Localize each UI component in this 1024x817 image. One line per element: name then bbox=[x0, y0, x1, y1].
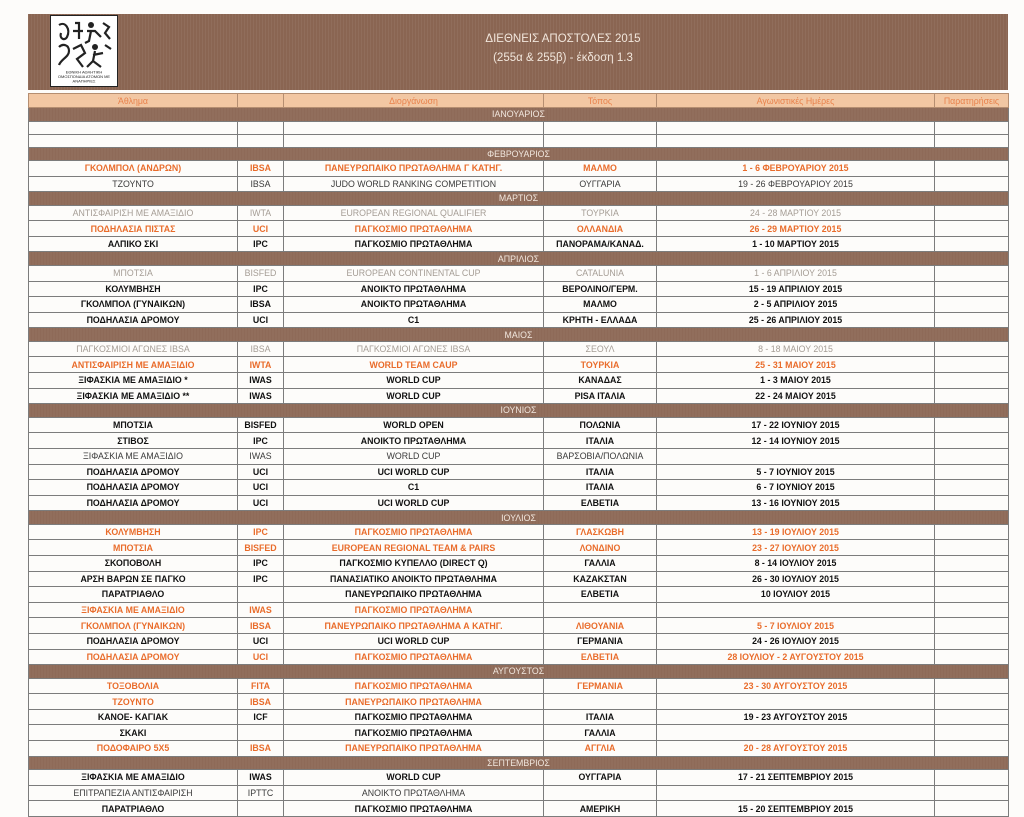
cell-federation bbox=[238, 801, 284, 817]
cell-location: ΚΡΗΤΗ - ΕΛΛΑΔΑ bbox=[544, 312, 657, 328]
athletes-logo-icon bbox=[55, 19, 113, 71]
cell-federation: IPTTC bbox=[238, 785, 284, 801]
table-row bbox=[29, 587, 1009, 603]
cell-location: ΓΕΡΜΑΝΙΑ bbox=[544, 633, 657, 649]
cell-event: UCI WORLD CUP bbox=[284, 495, 544, 511]
cell-sport: ΠΑΡΑΤΡΙΑΘΛΟ bbox=[29, 587, 238, 603]
cell-notes bbox=[935, 448, 1009, 464]
cell-event: ΠΑΝΕΥΡΩΠΑΙΚΟ ΠΡΩΤΑΘΛΗΜΑ bbox=[284, 587, 544, 603]
cell-sport: ΜΠΟΤΣΙΑ bbox=[29, 417, 238, 433]
cell-sport: ΑΝΤΙΣΦΑΙΡΙΣΗ ΜΕ ΑΜΑΞΙΔΙΟ bbox=[29, 357, 238, 373]
table-row bbox=[29, 618, 1009, 634]
cell-dates: 1 - 6 ΑΠΡΙΛΙΟΥ 2015 bbox=[657, 265, 935, 281]
cell-federation: IWAS bbox=[238, 388, 284, 404]
cell-dates: 17 - 21 ΣΕΠΤΕΜΒΡΙΟΥ 2015 bbox=[657, 770, 935, 786]
table-row bbox=[29, 464, 1009, 480]
cell-event: EUROPEAN REGIONAL QUALIFIER bbox=[284, 205, 544, 221]
empty-cell bbox=[657, 134, 935, 147]
cell-event: ΠΑΝΑΣΙΑΤΙΚΟ ΑΝΟΙΚΤΟ ΠΡΩΤΑΘΛΗΜΑ bbox=[284, 571, 544, 587]
cell-event: WORLD CUP bbox=[284, 388, 544, 404]
cell-notes bbox=[935, 236, 1009, 252]
cell-notes bbox=[935, 357, 1009, 373]
cell-location: ΒΕΡΟΛΙΝΟ/ΓΕΡΜ. bbox=[544, 281, 657, 297]
cell-sport: ΣΚΟΠΟΒΟΛΗ bbox=[29, 555, 238, 571]
cell-sport: ΣΚΑΚΙ bbox=[29, 725, 238, 741]
cell-sport: ΓΚΟΛΜΠΟΛ (ΓΥΝΑΙΚΩΝ) bbox=[29, 618, 238, 634]
cell-sport: ΣΤΙΒΟΣ bbox=[29, 433, 238, 449]
table-row bbox=[29, 785, 1009, 801]
cell-sport: ΞΙΦΑΣΚΙΑ ΜΕ ΑΜΑΞΙΔΙΟ * bbox=[29, 373, 238, 389]
cell-federation: UCI bbox=[238, 464, 284, 480]
cell-location: ΒΑΡΣΟΒΙΑ/ΠΟΛΩΝΙΑ bbox=[544, 448, 657, 464]
cell-sport: ΑΝΤΙΣΦΑΙΡΙΣΗ ΜΕ ΑΜΑΞΙΔΙΟ bbox=[29, 205, 238, 221]
month-row bbox=[29, 192, 1009, 206]
cell-event: ΠΑΓΚΟΣΜΙΟ ΚΥΠΕΛΛΟ (DIRECT Q) bbox=[284, 555, 544, 571]
empty-cell bbox=[29, 121, 238, 134]
table-row bbox=[29, 678, 1009, 694]
cell-notes bbox=[935, 176, 1009, 192]
cell-sport: ΚΟΛΥΜΒΗΣΗ bbox=[29, 524, 238, 540]
cell-federation: UCI bbox=[238, 312, 284, 328]
month-label: ΜΑΙΟΣ bbox=[29, 328, 1009, 342]
cell-dates: 15 - 19 ΑΠΡΙΛΙΟΥ 2015 bbox=[657, 281, 935, 297]
table-row bbox=[29, 281, 1009, 297]
cell-sport: ΠΟΔΗΛΑΣΙΑ ΔΡΟΜΟΥ bbox=[29, 495, 238, 511]
cell-sport: ΠΟΔΗΛΑΣΙΑ ΔΡΟΜΟΥ bbox=[29, 480, 238, 496]
cell-notes bbox=[935, 633, 1009, 649]
empty-cell bbox=[284, 121, 544, 134]
cell-notes bbox=[935, 571, 1009, 587]
cell-location: ΓΕΡΜΑΝΙΑ bbox=[544, 678, 657, 694]
table-row bbox=[29, 480, 1009, 496]
cell-federation: IWAS bbox=[238, 770, 284, 786]
cell-notes bbox=[935, 297, 1009, 313]
table-row bbox=[29, 388, 1009, 404]
document-header bbox=[28, 14, 1008, 90]
table-row bbox=[29, 709, 1009, 725]
table-row bbox=[29, 540, 1009, 556]
cell-dates: 6 - 7 ΙΟΥΝΙΟΥ 2015 bbox=[657, 480, 935, 496]
cell-location: ΙΤΑΛΙΑ bbox=[544, 480, 657, 496]
table-row bbox=[29, 312, 1009, 328]
month-row bbox=[29, 147, 1009, 161]
cell-federation: IBSA bbox=[238, 618, 284, 634]
cell-notes bbox=[935, 709, 1009, 725]
empty-cell bbox=[238, 134, 284, 147]
cell-location: ΛΙΘΟΥΑΝΙΑ bbox=[544, 618, 657, 634]
cell-event: ΠΑΓΚΟΣΜΙΟ ΠΡΩΤΑΘΛΗΜΑ bbox=[284, 236, 544, 252]
table-row bbox=[29, 341, 1009, 357]
events-table bbox=[28, 93, 1009, 817]
cell-location: ΑΓΓΛΙΑ bbox=[544, 741, 657, 757]
cell-sport: ΠΟΔΗΛΑΣΙΑ ΔΡΟΜΟΥ bbox=[29, 633, 238, 649]
table-row bbox=[29, 524, 1009, 540]
month-row bbox=[29, 756, 1009, 770]
cell-federation: IBSA bbox=[238, 176, 284, 192]
cell-sport: ΑΛΠΙΚΟ ΣΚΙ bbox=[29, 236, 238, 252]
empty-cell bbox=[657, 121, 935, 134]
cell-sport: ΠΟΔΗΛΑΣΙΑ ΔΡΟΜΟΥ bbox=[29, 312, 238, 328]
cell-sport: ΚΟΛΥΜΒΗΣΗ bbox=[29, 281, 238, 297]
cell-event: ΑΝΟΙΚΤΟ ΠΡΩΤΑΘΛΗΜΑ bbox=[284, 297, 544, 313]
cell-dates: 12 - 14 ΙΟΥΝΙΟΥ 2015 bbox=[657, 433, 935, 449]
cell-location: ΤΟΥΡΚΙΑ bbox=[544, 357, 657, 373]
cell-dates bbox=[657, 448, 935, 464]
column-header-notes: Παρατηρήσεις bbox=[935, 94, 1009, 108]
title-block bbox=[28, 30, 1008, 68]
cell-notes bbox=[935, 618, 1009, 634]
cell-event: ΑΝΟΙΚΤΟ ΠΡΩΤΑΘΛΗΜΑ bbox=[284, 785, 544, 801]
table-row bbox=[29, 633, 1009, 649]
cell-dates: 22 - 24 ΜΑΙΟΥ 2015 bbox=[657, 388, 935, 404]
cell-notes bbox=[935, 480, 1009, 496]
cell-federation: UCI bbox=[238, 480, 284, 496]
cell-federation: IPC bbox=[238, 555, 284, 571]
cell-sport: ΞΙΦΑΣΚΙΑ ΜΕ ΑΜΑΞΙΔΙΟ bbox=[29, 602, 238, 618]
cell-dates: 26 - 30 ΙΟΥΛΙΟΥ 2015 bbox=[657, 571, 935, 587]
cell-federation: IWAS bbox=[238, 448, 284, 464]
cell-dates: 8 - 14 ΙΟΥΛΙΟΥ 2015 bbox=[657, 555, 935, 571]
cell-location: ΠΟΛΩΝΙΑ bbox=[544, 417, 657, 433]
cell-dates: 5 - 7 ΙΟΥΛΙΟΥ 2015 bbox=[657, 618, 935, 634]
cell-event: C1 bbox=[284, 480, 544, 496]
cell-location bbox=[544, 785, 657, 801]
federation-logo bbox=[50, 15, 118, 87]
cell-dates: 23 - 27 ΙΟΥΛΙΟΥ 2015 bbox=[657, 540, 935, 556]
table-row bbox=[29, 221, 1009, 237]
cell-sport: ΠΟΔΗΛΑΣΙΑ ΔΡΟΜΟΥ bbox=[29, 464, 238, 480]
cell-federation: IWAS bbox=[238, 602, 284, 618]
table-row bbox=[29, 236, 1009, 252]
cell-sport: ΤΖΟΥΝΤΟ bbox=[29, 176, 238, 192]
cell-location: ΛΟΝΔΙΝΟ bbox=[544, 540, 657, 556]
cell-dates: 26 - 29 ΜΑΡΤΙΟΥ 2015 bbox=[657, 221, 935, 237]
cell-event: EUROPEAN CONTINENTAL CUP bbox=[284, 265, 544, 281]
cell-notes bbox=[935, 801, 1009, 817]
empty-cell bbox=[935, 121, 1009, 134]
cell-dates: 20 - 28 ΑΥΓΟΥΣΤΟΥ 2015 bbox=[657, 741, 935, 757]
cell-notes bbox=[935, 205, 1009, 221]
table-header-row bbox=[29, 94, 1009, 108]
cell-notes bbox=[935, 373, 1009, 389]
cell-event: ΠΑΓΚΟΣΜΙΟ ΠΡΩΤΑΘΛΗΜΑ bbox=[284, 709, 544, 725]
cell-notes bbox=[935, 341, 1009, 357]
cell-location bbox=[544, 694, 657, 710]
table-row bbox=[29, 649, 1009, 665]
cell-location: ΓΑΛΛΙΑ bbox=[544, 555, 657, 571]
cell-location: ΙΤΑΛΙΑ bbox=[544, 464, 657, 480]
cell-federation: IWTA bbox=[238, 205, 284, 221]
table-row bbox=[29, 770, 1009, 786]
cell-location: ΕΛΒΕΤΙΑ bbox=[544, 495, 657, 511]
cell-federation: UCI bbox=[238, 495, 284, 511]
month-row bbox=[29, 328, 1009, 342]
cell-notes bbox=[935, 741, 1009, 757]
table-row bbox=[29, 417, 1009, 433]
cell-location: ΕΛΒΕΤΙΑ bbox=[544, 587, 657, 603]
cell-location: ΠΑΝΟΡΑΜΑ/ΚΑΝΑΔ. bbox=[544, 236, 657, 252]
table-row bbox=[29, 571, 1009, 587]
cell-dates bbox=[657, 602, 935, 618]
cell-location: ΕΛΒΕΤΙΑ bbox=[544, 649, 657, 665]
cell-federation: UCI bbox=[238, 221, 284, 237]
cell-event: JUDO WORLD RANKING COMPETITION bbox=[284, 176, 544, 192]
cell-notes bbox=[935, 433, 1009, 449]
cell-dates: 1 - 10 ΜΑΡΤΙΟΥ 2015 bbox=[657, 236, 935, 252]
cell-dates: 19 - 26 ΦΕΒΡΟΥΑΡΙΟΥ 2015 bbox=[657, 176, 935, 192]
cell-location: ΑΜΕΡΙΚΗ bbox=[544, 801, 657, 817]
cell-federation: UCI bbox=[238, 649, 284, 665]
cell-location: ΓΛΑΣΚΩΒΗ bbox=[544, 524, 657, 540]
cell-notes bbox=[935, 265, 1009, 281]
month-row bbox=[29, 108, 1009, 122]
cell-notes bbox=[935, 587, 1009, 603]
cell-dates: 24 - 28 ΜΑΡΤΙΟΥ 2015 bbox=[657, 205, 935, 221]
cell-federation: IPC bbox=[238, 433, 284, 449]
cell-federation: UCI bbox=[238, 633, 284, 649]
cell-notes bbox=[935, 464, 1009, 480]
cell-event: ΠΑΓΚΟΣΜΙΟ ΠΡΩΤΑΘΛΗΜΑ bbox=[284, 602, 544, 618]
cell-federation: IPC bbox=[238, 571, 284, 587]
cell-event: ΠΑΓΚΟΣΜΙΟΙ ΑΓΩΝΕΣ IBSA bbox=[284, 341, 544, 357]
cell-dates: 28 ΙΟΥΛΙΟΥ - 2 ΑΥΓΟΥΣΤΟΥ 2015 bbox=[657, 649, 935, 665]
cell-notes bbox=[935, 602, 1009, 618]
empty-cell bbox=[238, 121, 284, 134]
cell-location: ΜΑΛΜΟ bbox=[544, 161, 657, 177]
cell-federation: IBSA bbox=[238, 694, 284, 710]
cell-federation: IPC bbox=[238, 236, 284, 252]
document-subtitle: (255α & 255β) - έκδοση 1.3 bbox=[493, 52, 633, 64]
cell-event: ΠΑΓΚΟΣΜΙΟ ΠΡΩΤΑΘΛΗΜΑ bbox=[284, 649, 544, 665]
cell-location: CATALUNIA bbox=[544, 265, 657, 281]
cell-federation: IWTA bbox=[238, 357, 284, 373]
cell-event: WORLD TEAM CAUP bbox=[284, 357, 544, 373]
table-row bbox=[29, 297, 1009, 313]
month-label: ΣΕΠΤΕΜΒΡΙΟΣ bbox=[29, 756, 1009, 770]
cell-sport: ΞΙΦΑΣΚΙΑ ΜΕ ΑΜΑΞΙΔΙΟ ** bbox=[29, 388, 238, 404]
cell-notes bbox=[935, 694, 1009, 710]
month-row bbox=[29, 511, 1009, 525]
cell-dates: 19 - 23 ΑΥΓΟΥΣΤΟΥ 2015 bbox=[657, 709, 935, 725]
cell-dates: 25 - 31 ΜΑΙΟΥ 2015 bbox=[657, 357, 935, 373]
cell-dates bbox=[657, 785, 935, 801]
cell-sport: ΠΑΓΚΟΣΜΙΟΙ ΑΓΩΝΕΣ IBSA bbox=[29, 341, 238, 357]
cell-notes bbox=[935, 388, 1009, 404]
cell-location: ΟΥΓΓΑΡΙΑ bbox=[544, 770, 657, 786]
cell-location: ΤΟΥΡΚΙΑ bbox=[544, 205, 657, 221]
month-label: ΦΕΒΡΟΥΑΡΙΟΣ bbox=[29, 147, 1009, 161]
cell-notes bbox=[935, 524, 1009, 540]
cell-notes bbox=[935, 555, 1009, 571]
cell-location: PISA ΙΤΑΛΙΑ bbox=[544, 388, 657, 404]
cell-federation: FITA bbox=[238, 678, 284, 694]
cell-event: ΠΑΓΚΟΣΜΙΟ ΠΡΩΤΑΘΛΗΜΑ bbox=[284, 524, 544, 540]
cell-sport: ΤΖΟΥΝΤΟ bbox=[29, 694, 238, 710]
cell-dates: 5 - 7 ΙΟΥΝΙΟΥ 2015 bbox=[657, 464, 935, 480]
cell-event: WORLD CUP bbox=[284, 770, 544, 786]
cell-event: ΑΝΟΙΚΤΟ ΠΡΩΤΑΘΛΗΜΑ bbox=[284, 281, 544, 297]
cell-notes bbox=[935, 649, 1009, 665]
cell-sport: ΤΟΞΟΒΟΛΙΑ bbox=[29, 678, 238, 694]
cell-event: C1 bbox=[284, 312, 544, 328]
document-title: ΔΙΕΘΝΕΙΣ ΑΠΟΣΤΟΛΕΣ 2015 bbox=[485, 33, 641, 45]
cell-event: ΠΑΓΚΟΣΜΙΟ ΠΡΩΤΑΘΛΗΜΑ bbox=[284, 221, 544, 237]
cell-location: ΚΑΖΑΚΣΤΑΝ bbox=[544, 571, 657, 587]
table-row bbox=[29, 741, 1009, 757]
cell-notes bbox=[935, 770, 1009, 786]
table-row bbox=[29, 373, 1009, 389]
table-row bbox=[29, 801, 1009, 817]
cell-dates bbox=[657, 694, 935, 710]
month-label: ΑΥΓΟΥΣΤΟΣ bbox=[29, 665, 1009, 679]
cell-sport: ΕΠΙΤΡΑΠΕΖΙΑ ΑΝΤΙΣΦΑΙΡΙΣΗ bbox=[29, 785, 238, 801]
cell-notes bbox=[935, 161, 1009, 177]
cell-location: ΟΥΓΓΑΡΙΑ bbox=[544, 176, 657, 192]
cell-event: ΠΑΓΚΟΣΜΙΟ ΠΡΩΤΑΘΛΗΜΑ bbox=[284, 801, 544, 817]
cell-dates: 24 - 26 ΙΟΥΛΙΟΥ 2015 bbox=[657, 633, 935, 649]
cell-federation bbox=[238, 587, 284, 603]
cell-event: WORLD OPEN bbox=[284, 417, 544, 433]
cell-notes bbox=[935, 540, 1009, 556]
month-label: ΙΟΥΛΙΟΣ bbox=[29, 511, 1009, 525]
cell-dates: 13 - 19 ΙΟΥΛΙΟΥ 2015 bbox=[657, 524, 935, 540]
cell-federation: IBSA bbox=[238, 741, 284, 757]
cell-dates: 1 - 3 ΜΑΙΟΥ 2015 bbox=[657, 373, 935, 389]
cell-location: ΣΕΟΥΛ bbox=[544, 341, 657, 357]
column-header-event: Διοργάνωση bbox=[284, 94, 544, 108]
empty-cell bbox=[284, 134, 544, 147]
table-row bbox=[29, 265, 1009, 281]
cell-dates: 2 - 5 ΑΠΡΙΛΙΟΥ 2015 bbox=[657, 297, 935, 313]
cell-dates: 1 - 6 ΦΕΒΡΟΥΑΡΙΟΥ 2015 bbox=[657, 161, 935, 177]
cell-notes bbox=[935, 725, 1009, 741]
cell-notes bbox=[935, 281, 1009, 297]
cell-dates: 25 - 26 ΑΠΡΙΛΙΟΥ 2015 bbox=[657, 312, 935, 328]
cell-federation bbox=[238, 725, 284, 741]
cell-event: EUROPEAN REGIONAL TEAM & PAIRS bbox=[284, 540, 544, 556]
column-header-federation bbox=[238, 94, 284, 108]
table-row bbox=[29, 176, 1009, 192]
cell-federation: IPC bbox=[238, 524, 284, 540]
cell-federation: IBSA bbox=[238, 161, 284, 177]
cell-sport: ΜΠΟΤΣΙΑ bbox=[29, 540, 238, 556]
cell-location: ΜΑΛΜΟ bbox=[544, 297, 657, 313]
cell-event: ΠΑΝΕΥΡΩΠΑΙΚΟ ΠΡΩΤΑΘΛΗΜΑ bbox=[284, 741, 544, 757]
cell-dates: 10 ΙΟΥΛΙΟΥ 2015 bbox=[657, 587, 935, 603]
cell-event: UCI WORLD CUP bbox=[284, 464, 544, 480]
cell-federation: BISFED bbox=[238, 540, 284, 556]
cell-federation: IPC bbox=[238, 281, 284, 297]
cell-event: ΠΑΝΕΥΡΩΠΑΙΚΟ ΠΡΩΤΑΘΛΗΜΑ Γ ΚΑΤΗΓ. bbox=[284, 161, 544, 177]
table-row bbox=[29, 694, 1009, 710]
month-row bbox=[29, 252, 1009, 266]
cell-sport: ΠΟΔΟΦΑΙΡΟ 5Χ5 bbox=[29, 741, 238, 757]
column-header-location: Τόπος bbox=[544, 94, 657, 108]
table-row bbox=[29, 602, 1009, 618]
cell-location: ΙΤΑΛΙΑ bbox=[544, 433, 657, 449]
cell-dates: 17 - 22 ΙΟΥΝΙΟΥ 2015 bbox=[657, 417, 935, 433]
table-row bbox=[29, 495, 1009, 511]
month-label: ΑΠΡΙΛΙΟΣ bbox=[29, 252, 1009, 266]
cell-location: ΓΑΛΛΙΑ bbox=[544, 725, 657, 741]
table-row bbox=[29, 205, 1009, 221]
table-row bbox=[29, 161, 1009, 177]
cell-federation: IBSA bbox=[238, 341, 284, 357]
cell-event: ΠΑΓΚΟΣΜΙΟ ΠΡΩΤΑΘΛΗΜΑ bbox=[284, 678, 544, 694]
cell-event: ΑΝΟΙΚΤΟ ΠΡΩΤΑΘΛΗΜΑ bbox=[284, 433, 544, 449]
cell-sport: ΞΙΦΑΣΚΙΑ ΜΕ ΑΜΑΞΙΔΙΟ bbox=[29, 770, 238, 786]
empty-cell bbox=[544, 134, 657, 147]
cell-sport: ΓΚΟΛΜΠΟΛ (ΑΝΔΡΩΝ) bbox=[29, 161, 238, 177]
cell-sport: ΞΙΦΑΣΚΙΑ ΜΕ ΑΜΑΞΙΔΙΟ bbox=[29, 448, 238, 464]
cell-federation: BISFED bbox=[238, 417, 284, 433]
cell-notes bbox=[935, 221, 1009, 237]
cell-dates: 8 - 18 ΜΑΙΟΥ 2015 bbox=[657, 341, 935, 357]
month-label: ΙΟΥΝΙΟΣ bbox=[29, 404, 1009, 418]
cell-dates bbox=[657, 725, 935, 741]
empty-cell bbox=[935, 134, 1009, 147]
empty-row bbox=[29, 121, 1009, 134]
cell-notes bbox=[935, 495, 1009, 511]
cell-dates: 15 - 20 ΣΕΠΤΕΜΒΡΙΟΥ 2015 bbox=[657, 801, 935, 817]
month-label: ΜΑΡΤΙΟΣ bbox=[29, 192, 1009, 206]
logo-caption: ΕΘΝΙΚΗ ΑΘΛΗΤΙΚΗ ΟΜΟΣΠΟΝΔΙΑ ΑΤΟΜΩΝ ΜΕ ΑΝΑΠΗΡΙΕΣ bbox=[57, 69, 111, 84]
cell-federation: IWAS bbox=[238, 373, 284, 389]
cell-location: ΚΑΝΑΔΑΣ bbox=[544, 373, 657, 389]
cell-notes bbox=[935, 785, 1009, 801]
table-row bbox=[29, 357, 1009, 373]
month-row bbox=[29, 404, 1009, 418]
cell-federation: ICF bbox=[238, 709, 284, 725]
cell-notes bbox=[935, 417, 1009, 433]
cell-location bbox=[544, 602, 657, 618]
cell-event: WORLD CUP bbox=[284, 448, 544, 464]
column-header-dates: Αγωνιστικές Ημέρες bbox=[657, 94, 935, 108]
month-row bbox=[29, 665, 1009, 679]
cell-sport: ΚΑΝΟΕ- ΚΑΓΙΑΚ bbox=[29, 709, 238, 725]
cell-event: ΠΑΓΚΟΣΜΙΟ ΠΡΩΤΑΘΛΗΜΑ bbox=[284, 725, 544, 741]
cell-event: ΠΑΝΕΥΡΩΠΑΙΚΟ ΠΡΩΤΑΘΛΗΜΑ bbox=[284, 694, 544, 710]
cell-event: WORLD CUP bbox=[284, 373, 544, 389]
cell-location: ΙΤΑΛΙΑ bbox=[544, 709, 657, 725]
cell-dates: 13 - 16 ΙΟΥΝΙΟΥ 2015 bbox=[657, 495, 935, 511]
table-row bbox=[29, 433, 1009, 449]
table-row bbox=[29, 725, 1009, 741]
cell-dates: 23 - 30 ΑΥΓΟΥΣΤΟΥ 2015 bbox=[657, 678, 935, 694]
table-row bbox=[29, 555, 1009, 571]
column-header-sport: Άθλημα bbox=[29, 94, 238, 108]
cell-notes bbox=[935, 312, 1009, 328]
empty-row bbox=[29, 134, 1009, 147]
cell-sport: ΓΚΟΛΜΠΟΛ (ΓΥΝΑΙΚΩΝ) bbox=[29, 297, 238, 313]
month-label: ΙΑΝΟΥΑΡΙΟΣ bbox=[29, 108, 1009, 122]
table-row bbox=[29, 448, 1009, 464]
cell-federation: BISFED bbox=[238, 265, 284, 281]
cell-federation: IBSA bbox=[238, 297, 284, 313]
empty-cell bbox=[29, 134, 238, 147]
cell-sport: ΑΡΣΗ ΒΑΡΩΝ ΣΕ ΠΑΓΚΟ bbox=[29, 571, 238, 587]
cell-sport: ΜΠΟΤΣΙΑ bbox=[29, 265, 238, 281]
empty-cell bbox=[544, 121, 657, 134]
cell-sport: ΠΟΔΗΛΑΣΙΑ ΠΙΣΤΑΣ bbox=[29, 221, 238, 237]
cell-sport: ΠΑΡΑΤΡΙΑΘΛΟ bbox=[29, 801, 238, 817]
cell-notes bbox=[935, 678, 1009, 694]
cell-sport: ΠΟΔΗΛΑΣΙΑ ΔΡΟΜΟΥ bbox=[29, 649, 238, 665]
cell-location: ΟΛΛΑΝΔΙΑ bbox=[544, 221, 657, 237]
cell-event: ΠΑΝΕΥΡΩΠΑΙΚΟ ΠΡΩΤΑΘΛΗΜΑ Α ΚΑΤΗΓ. bbox=[284, 618, 544, 634]
cell-event: UCI WORLD CUP bbox=[284, 633, 544, 649]
